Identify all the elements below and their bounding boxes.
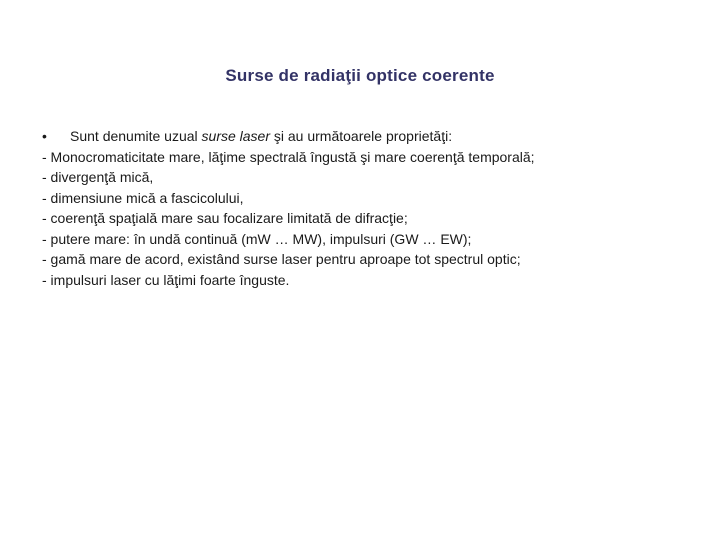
list-item-spatial-coherence: - coerenţă spaţială mare sau focalizare limitată de difracţie; [42,210,408,226]
list-item-power: - putere mare: în undă continuă (mW … MW), impulsuri (GW … EW); [42,230,472,247]
bullet-icon: • [42,128,47,144]
list-item-beam-size: - dimensiune mică a fascicolului, [42,189,244,206]
list-item-divergence: - divergenţă mică, [42,169,154,185]
intro-text-end: şi au următoarele proprietăţi: [270,128,453,144]
intro-line [42,126,702,147]
slide-title: Surse de radiaţii optice coerente [225,66,495,85]
intro-text-italic: surse laser [201,128,270,144]
list-item-pulse-width: - impulsuri laser cu lăţimi foarte înguste. [42,271,290,288]
intro-text-start: Sunt denumite uzual [70,128,202,144]
list-item-monochromaticity: - Monocromaticitate mare, lăţime spectrală îngustă şi mare coerenţă temporală; [42,148,535,165]
list-item-tuning-range: - gamă mare de acord, existând surse laser pentru aproape tot spectrul optic; [42,251,521,267]
slide-body [42,126,702,290]
